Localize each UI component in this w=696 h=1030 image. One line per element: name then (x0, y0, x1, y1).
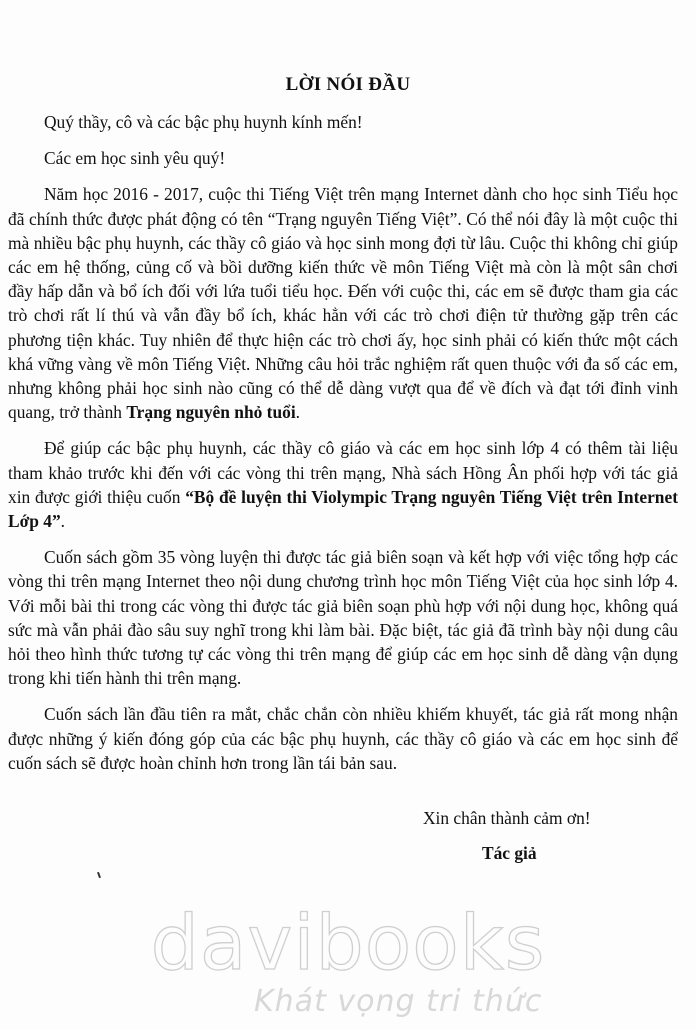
paragraph-contents: Cuốn sách gồm 35 vòng luyện thi được tác giả biên soạn và kết hợp với việc tổng hợp các vòng thi trên mạng Internet theo nội dung chương trình học môn Tiếng Việt của học sinh lớp 4. Với mỗi bài thi trong các vòng thi được tác giả biên soạn phù hợp với nội dung học, không quá sức mà vẫn phải đào sâu suy nghĩ trong khi làm bài. Đặc biệt, tác giả đã trình bày nội dung câu hỏi theo hình thức tương tự các vòng thi trên mạng để giúp các em học sinh dễ dàng vận dụng trong khi tiến hành thi trên mạng. (8, 547, 678, 689)
paragraph-book-intro-text: Để giúp các bậc phụ huynh, các thầy cô giáo và các em học sinh lớp 4 có thêm tài liệu tham khảo trước khi đến với các vòng thi trên mạng, Nhà sách Hồng Ân phối hợp với tác giả xin được giới thiệu cuốn (8, 438, 678, 507)
watermark-slogan: Khát vọng tri thức (254, 984, 543, 1019)
paragraph-intro-text: Năm học 2016 - 2017, cuộc thi Tiếng Việt trên mạng Internet dành cho học sinh Tiểu học đã chính thức được phát động có tên “Trạng nguyên Tiếng Việt”. Có thể nói đây là một cuộc thi mà nhiều bậc phụ huynh, các thầy cô giáo và học sinh mong đợi từ lâu. Cuộc thi không chỉ giúp các em hệ thống, củng cố và bồi dưỡng kiến thức về môn Tiếng Việt mà còn là một sân chơi đầy hấp dẫn và bổ ích đối với lứa tuổi tiểu học. Đến với cuộc thi, các em sẽ được tham gia các trò chơi rất lí thú và vẫn đầy bổ ích, khác hẳn với các trò chơi điện tử thường gặp trên các phương tiện khác. Tuy nhiên để thực hiện các trò chơi ấy, học sinh phải có kiến thức một cách khá vững vàng về môn Tiếng Việt. Những câu hỏi trắc nghiệm rất quen thuộc với đa số các em, nhưng không phải học sinh nào cũng có thể dễ dàng vượt qua để về đích và đạt tới đỉnh vinh quang, trở thành (8, 184, 678, 423)
book-title: “Bộ đề luyện thi Violympic Trạng nguyên Tiếng Việt trên Internet Lớp 4” (8, 486, 678, 532)
author-signature: Tác giả (482, 843, 537, 863)
paragraph-book-intro-end: . (60, 511, 65, 532)
paragraph-intro-bold: Trạng nguyên nhỏ tuổi (126, 402, 296, 423)
paragraph-book-intro (8, 436, 678, 533)
watermark-brand: davibooks (150, 898, 546, 987)
paragraph-closing: Cuốn sách lần đầu tiên ra mắt, chắc chắn còn nhiều khiếm khuyết, tác giả rất mong nhận được những ý kiến đóng góp của các bậc phụ huynh, các thầy cô giáo và các em học sinh để cuốn sách sẽ được hoàn chỉnh hơn trong lần tái bản sau. (8, 704, 678, 773)
paragraph-intro-end: . (295, 402, 301, 423)
closing-thanks: Xin chân thành cảm ơn! (423, 808, 591, 828)
page-title: LỜI NÓI ĐẦU (285, 74, 411, 95)
paragraph-intro (8, 182, 678, 424)
preface-body (8, 110, 678, 775)
ink-speck (97, 872, 101, 878)
greeting-teachers-parents: Quý thầy, cô và các bậc phụ huynh kính mến! (44, 112, 363, 132)
greeting-students: Các em học sinh yêu quý! (44, 148, 226, 169)
